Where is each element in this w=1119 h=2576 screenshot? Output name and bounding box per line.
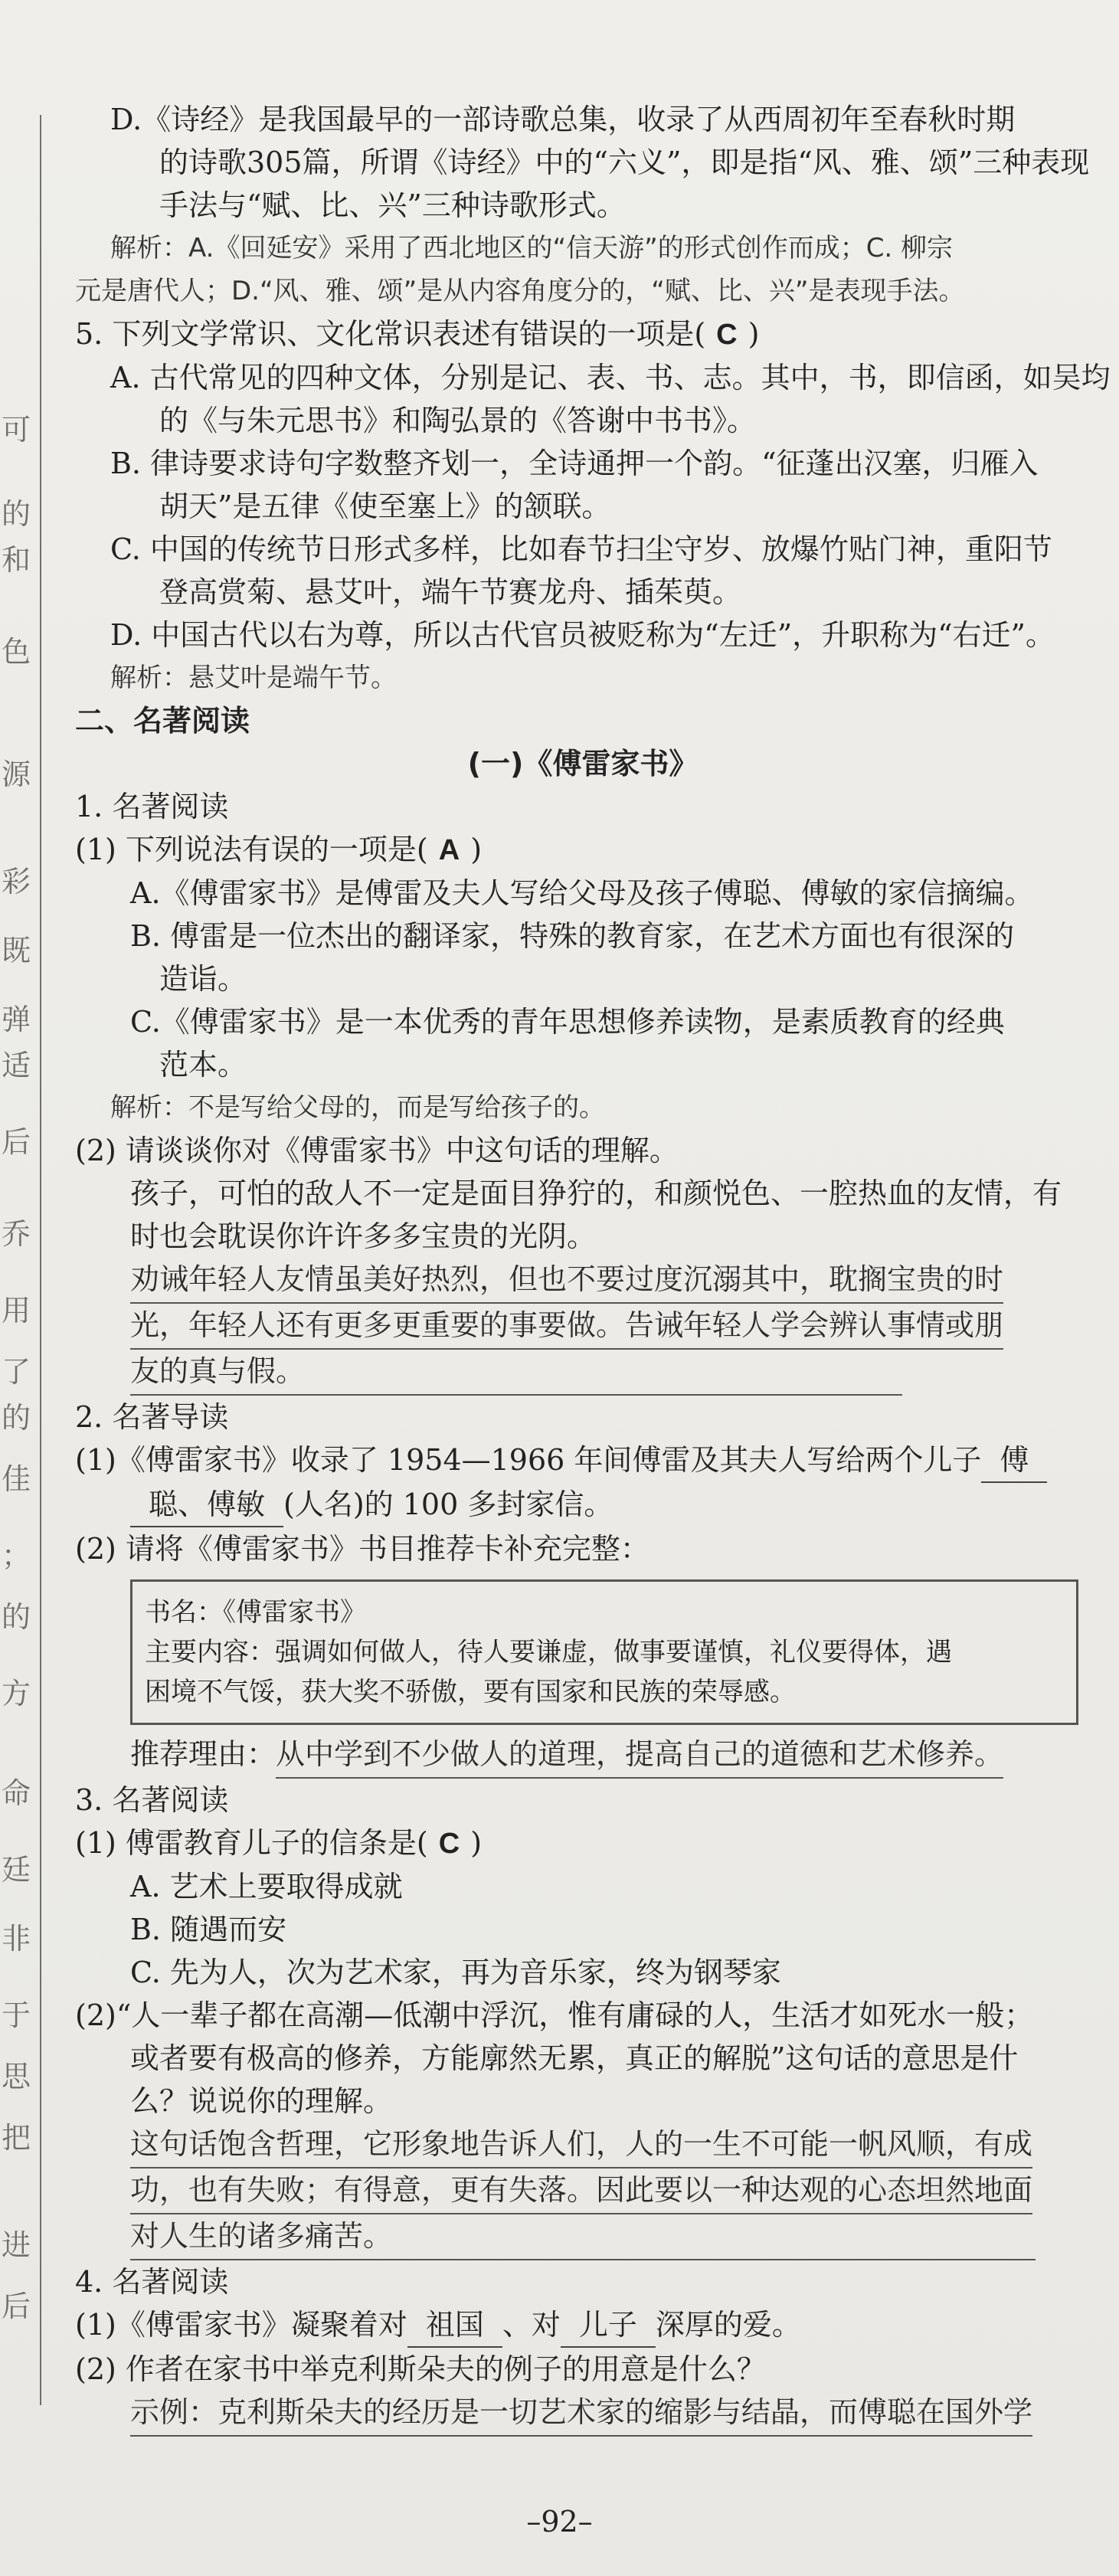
- main-content: [75, 98, 1111, 2437]
- margin-fragment: 可: [2, 413, 31, 447]
- margin-fragment: 的: [2, 1600, 31, 1634]
- margin-fragment: 适: [2, 1049, 31, 1082]
- answer-line: [75, 2214, 1091, 2260]
- part-title: 3. 名著阅读: [75, 1783, 229, 1817]
- part-title: 2. 名著导读: [75, 1400, 229, 1434]
- margin-fragment: 乔: [2, 1217, 31, 1251]
- margin-fragment: 和: [2, 543, 31, 577]
- handwritten-answer: 劝诫年轻人友情虽美好热烈，但也不要过度沉溺其中，耽搁宝贵的时: [130, 1258, 1003, 1304]
- margin-divider: [40, 115, 41, 2405]
- margin-fragment: ；: [2, 1539, 31, 1573]
- question-stem: [75, 313, 1091, 356]
- analysis-line: 解析：A.《回延安》采用了西北地区的“信天游”的形式创作而成；C. 柳宗: [110, 233, 954, 263]
- margin-fragment: 了: [2, 1355, 31, 1389]
- analysis-line: 解析：悬艾叶是端午节。: [110, 663, 397, 693]
- card-book-name: 书名：《傅雷家书》: [145, 1597, 366, 1628]
- margin-fragment: 色: [2, 635, 31, 669]
- stem-close: ): [748, 317, 760, 351]
- stem-text: 深厚的爱。: [655, 2308, 801, 2342]
- fill-blank: 儿子: [561, 2303, 656, 2348]
- part-title: 4. 名著阅读: [75, 2265, 229, 2299]
- page-number: –92–: [526, 2505, 593, 2538]
- part-1: [75, 785, 1091, 1396]
- answer-line: [75, 1258, 1091, 1304]
- answer-mark: A: [438, 834, 460, 866]
- option-a: A.《傅雷家书》是傅雷及夫人写给父母及孩子傅聪、傅敏的家信摘编。: [130, 876, 1034, 910]
- stem-text: (1)《傅雷家书》凝聚着对: [75, 2308, 407, 2342]
- q4-option-d: [75, 98, 1091, 227]
- stem-text: (1) 下列说法有误的一项是(: [75, 833, 428, 866]
- margin-fragment: 进: [2, 2228, 31, 2262]
- stem-text: (1) 傅雷教育儿子的信条是(: [75, 1826, 428, 1860]
- question-stem: [75, 2303, 1091, 2348]
- fill-blank: 傅: [981, 1439, 1047, 1483]
- question-stem: (2) 作者在家书中举克利斯朵夫的例子的用意是什么？: [75, 2352, 766, 2386]
- question-stem: (2) 请谈谈你对《傅雷家书》中这句话的理解。: [75, 1134, 679, 1167]
- fill-blank: 聪、傅敏: [130, 1483, 283, 1527]
- stem-text: (1)《傅雷家书》收录了 1954—1966 年间傅雷及其夫人写给两个儿子: [75, 1443, 982, 1477]
- answer-line: [75, 1304, 1091, 1350]
- option-b: B. 随遇而安: [130, 1913, 287, 1946]
- analysis-line: 解析：不是写给父母的，而是写给孩子的。: [110, 1092, 605, 1123]
- stem-text: 5. 下列文学常识、文化常识表述有错误的一项是(: [75, 317, 706, 351]
- margin-fragment: 的: [2, 1401, 31, 1435]
- part-2: [75, 1396, 1091, 1779]
- option-b: B. 傅雷是一位杰出的翻译家，特殊的教育家，在艺术方面也有很深的: [130, 919, 1015, 953]
- answer-line: [75, 2391, 1091, 2437]
- margin-fragment: 非: [2, 1922, 31, 1956]
- part-3: [75, 1779, 1091, 2260]
- margin-fragment: 于: [2, 1998, 31, 2032]
- fill-blank: 祖国: [407, 2303, 502, 2348]
- reason-label: 推荐理由：: [130, 1737, 276, 1771]
- handwritten-answer: 友的真与假。: [130, 1350, 902, 1396]
- margin-fragment: 源: [2, 758, 31, 791]
- handwritten-answer: 功，也有失败；有得意，更有失落。因此要以一种达观的心态坦然地面: [130, 2168, 1032, 2214]
- question-5: [75, 313, 1111, 699]
- question-stem: [75, 1822, 1091, 1865]
- stem-text: 、对: [502, 2308, 561, 2342]
- quote-line: 孩子，可怕的敌人不一定是面目狰狞的，和颜悦色、一腔热血的友情，有: [130, 1177, 1062, 1210]
- quote-line: 时也会耽误你许许多多宝贵的光阴。: [130, 1219, 597, 1253]
- margin-fragment: 既: [2, 934, 31, 967]
- option-b-cont: 造诣。: [159, 962, 247, 996]
- option-c-cont: 登高赏菊、悬艾叶，端午节赛龙舟、插茱萸。: [159, 575, 742, 609]
- margin-fragment: 思: [2, 2060, 31, 2093]
- text-line: 手法与“赋、比、兴”三种诗歌形式。: [159, 188, 626, 222]
- handwritten-answer: 这句话饱含哲理，它形象地告诉人们，人的一生不可能一帆风顺，有成: [130, 2123, 1032, 2168]
- card-content-line: 主要内容：强调如何做人，待人要谦虚，做事要谨慎，礼仪要得体，遇: [145, 1637, 952, 1668]
- answer-line: [75, 1350, 1091, 1396]
- margin-fragment: 佳: [2, 1462, 31, 1496]
- question-stem: (2) 请将《傅雷家书》书目推荐卡补充完整：: [75, 1532, 649, 1566]
- option-c: C. 中国的传统节日形式多样，比如春节扫尘守岁、放爆竹贴门神，重阳节: [110, 532, 1052, 566]
- section-title: 二、名著阅读: [75, 704, 250, 738]
- part-4: [75, 2260, 1091, 2437]
- margin-fragment: 的: [2, 497, 31, 531]
- option-c: C. 先为人，次为艺术家，再为音乐家，终为钢琴家: [130, 1956, 781, 1989]
- question-stem: (2)“人一辈子都在高潮—低潮中浮沉，惟有庸碌的人，生活才如死水一般；: [75, 1998, 1034, 2032]
- margin-fragment: 廷: [2, 1853, 31, 1887]
- option-c: C.《傅雷家书》是一本优秀的青年思想修养读物，是素质教育的经典: [130, 1005, 1005, 1039]
- text-line: D.《诗经》是我国最早的一部诗歌总集，收录了从西周初年至春秋时期: [110, 103, 1016, 136]
- margin-fragment: 方: [2, 1677, 31, 1710]
- margin-fragment: 后: [2, 1125, 31, 1159]
- stem-close: ): [470, 833, 483, 866]
- analysis-line: 元是唐代人；D.“风、雅、颂”是从内容角度分的，“赋、比、兴”是表现手法。: [75, 276, 965, 306]
- margin-fragment: 彩: [2, 865, 31, 898]
- margin-fragment: 命: [2, 1776, 31, 1810]
- margin-fragment: 弹: [2, 1003, 31, 1036]
- margin-fragment: 后: [2, 2290, 31, 2323]
- margin-fragment: 把: [2, 2121, 31, 2155]
- handwritten-answer: 对人生的诸多痛苦。: [130, 2214, 1036, 2260]
- stem-close: ): [470, 1826, 483, 1860]
- q4-analysis: [75, 227, 1091, 313]
- answer-mark: C: [438, 1828, 460, 1860]
- part-title: 1. 名著阅读: [75, 790, 229, 823]
- question-stem-cont: 或者要有极高的修养，方能廓然无累，真正的解脱”这句话的意思是什: [130, 2041, 1019, 2075]
- question-stem-cont: [75, 1483, 1091, 1527]
- subsection-title: (一)《傅雷家书》: [467, 747, 699, 781]
- question-stem-cont: 么？说说你的理解。: [130, 2084, 393, 2118]
- answer-mark: C: [716, 319, 738, 351]
- answer-line: [75, 2123, 1091, 2168]
- option-b-cont: 胡天”是五律《使至塞上》的颔联。: [159, 489, 611, 523]
- option-a: A. 艺术上要取得成就: [130, 1870, 403, 1903]
- handwritten-answer: 光，年轻人还有更多更重要的事要做。告诫年轻人学会辨认事情或朋: [130, 1304, 1003, 1350]
- option-a: A. 古代常见的四种文体，分别是记、表、书、志。其中，书，即信函，如吴均: [110, 361, 1111, 394]
- recommendation-card: [130, 1579, 1078, 1725]
- handwritten-answer: 从中学到不少做人的道理，提高自己的道德和艺术修养。: [276, 1733, 1003, 1779]
- option-c-cont: 范本。: [159, 1048, 247, 1082]
- option-d: D. 中国古代以右为尊，所以古代官员被贬称为“左迁”，升职称为“右迁”。: [110, 618, 1055, 652]
- question-stem: [75, 1439, 1091, 1483]
- option-a-cont: 的《与朱元思书》和陶弘景的《答谢中书书》。: [159, 404, 757, 437]
- option-b: B. 律诗要求诗句字数整齐划一，全诗通押一个韵。“征蓬出汉塞，归雁入: [110, 447, 1039, 480]
- recommend-reason: [75, 1733, 1091, 1779]
- handwritten-answer: 示例：克利斯朵夫的经历是一切艺术家的缩影与结晶，而傅聪在国外学: [130, 2391, 1032, 2437]
- card-content-line: 困境不气馁，获大奖不骄傲，要有国家和民族的荣辱感。: [145, 1677, 796, 1707]
- left-margin-fragments: [0, 92, 35, 2428]
- answer-line: [75, 2168, 1091, 2214]
- margin-fragment: 用: [2, 1294, 31, 1327]
- text-line: 的诗歌305篇，所谓《诗经》中的“六义”，即是指“风、雅、颂”三种表现: [159, 146, 1090, 179]
- stem-text: (人名)的 100 多封家信。: [283, 1488, 613, 1521]
- question-stem: [75, 828, 1091, 872]
